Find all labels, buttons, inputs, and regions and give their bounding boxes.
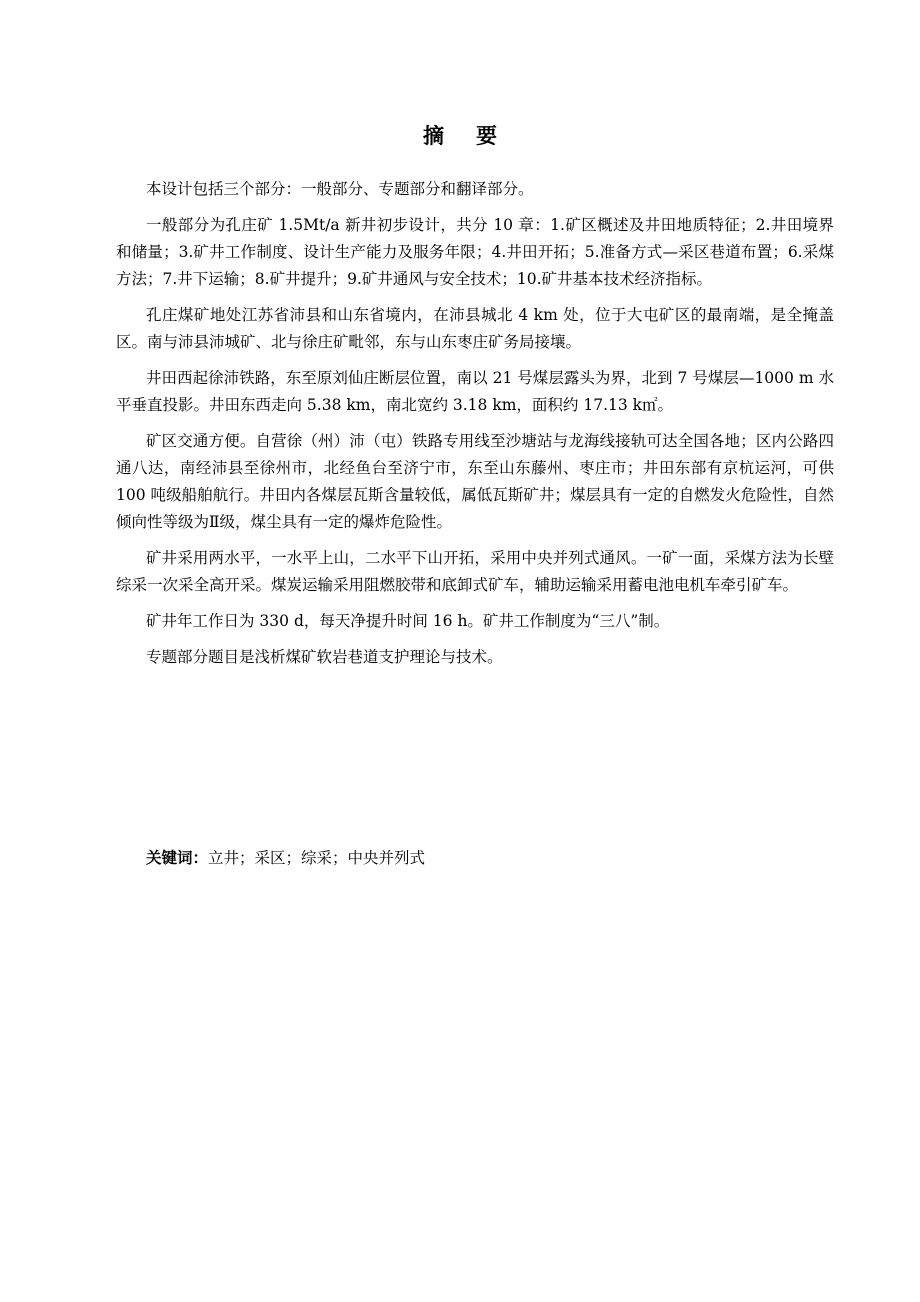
title-char-1: 摘 <box>423 124 444 148</box>
title-char-2: 要 <box>476 124 497 148</box>
paragraph-general-part: 一般部分为孔庄矿 1.5Mt/a 新井初步设计，共分 10 章：1.矿区概述及井田地质特征；2.井田境界和储量；3.矿井工作制度、设计生产能力及服务年限；4.井田开拓；5.准备方式—采区巷道布置；6.采煤方法；7.井下运输；8.矿井提升；9.矿井通风与安全技术；10.矿井基本技术经济指标。 <box>116 216 834 288</box>
paragraph-location: 孔庄煤矿地处江苏省沛县和山东省境内，在沛县城北 4 km 处，位于大屯矿区的最南端，是全掩盖区。南与沛县沛城矿、北与徐庄矿毗邻，东与山东枣庄矿务局接壤。 <box>116 306 834 351</box>
paragraph-transport: 矿区交通方便。自营徐（州）沛（屯）铁路专用线至沙塘站与龙海线接轨可达全国各地；区内公路四通八达，南经沛县至徐州市，北经鱼台至济宁市，东至山东藤州、枣庄市；井田东部有京杭运河，可供 100 吨级船舶航行。井田内各煤层瓦斯含量较低，属低瓦斯矿井；煤层具有一定的自燃发火危险性，自然倾向性等级为Ⅱ级，煤尘具有一定的爆炸危险性。 <box>116 432 834 531</box>
paragraph-special-topic: 专题部分题目是浅析煤矿软岩巷道支护理论与技术。 <box>146 648 503 666</box>
paragraph-work-schedule: 矿井年工作日为 330 d，每天净提升时间 16 h。矿井工作制度为“三八”制。 <box>146 612 670 630</box>
abstract-body <box>116 176 834 680</box>
keywords-line <box>146 845 425 872</box>
paragraph-scope: 本设计包括三个部分：一般部分、专题部分和翻译部分。 <box>146 180 534 198</box>
keywords-value: 立井；采区；综采；中央并列式 <box>208 849 426 867</box>
paragraph-boundary: 井田西起徐沛铁路，东至原刘仙庄断层位置，南以 21 号煤层露头为界，北到 7 号煤层—1000 m 水平垂直投影。井田东西走向 5.38 km，南北宽约 3.18 km，面积约 17.13 k㎡。 <box>116 369 834 414</box>
abstract-title <box>0 122 920 150</box>
paragraph-development: 矿井采用两水平，一水平上山，二水平下山开拓，采用中央并列式通风。一矿一面，采煤方法为长壁综采一次采全高开采。煤炭运输采用阻燃胶带和底卸式矿车，辅助运输采用蓄电池电机车牵引矿车。 <box>116 549 834 594</box>
keywords-label: 关键词： <box>146 849 209 867</box>
